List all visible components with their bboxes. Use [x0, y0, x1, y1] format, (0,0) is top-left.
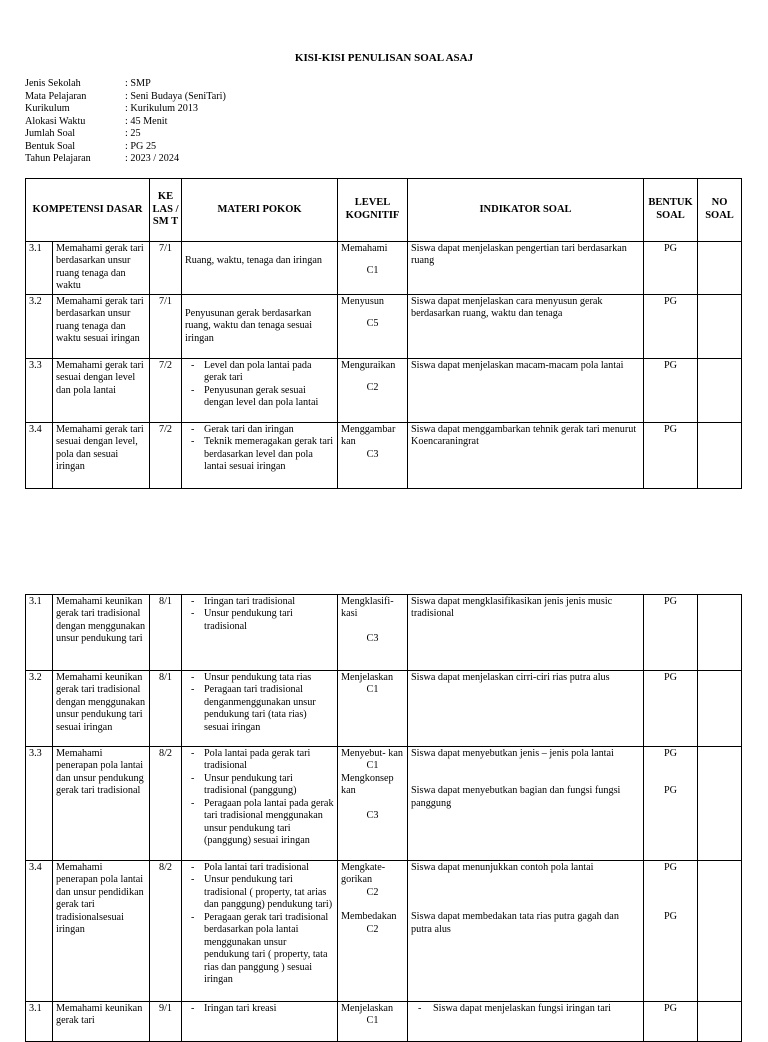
level-word: Membedakan	[341, 911, 397, 923]
level-kognitif	[338, 422, 408, 488]
level-word: Menyebut- kan	[341, 748, 403, 759]
materi-list	[185, 424, 334, 474]
table-row	[26, 1002, 742, 1042]
bentuk-soal: PG	[644, 358, 698, 422]
header-kompetensi-dasar: KOMPETENSI DASAR	[26, 179, 150, 242]
kd-text: Memahami keunikan gerak tari tradisional dengan menggunakan unsur pendukung tari	[53, 595, 150, 671]
document-meta	[25, 78, 226, 166]
level-word: Menjelaskan	[341, 1003, 394, 1014]
meta-label: Tahun Pelajaran	[25, 153, 91, 164]
bentuk-soal	[644, 747, 698, 861]
level-kognitif	[338, 1002, 408, 1042]
kelas-smt: 8/2	[150, 747, 182, 861]
table-row	[26, 747, 742, 861]
kelas-smt: 8/2	[150, 861, 182, 1002]
table-row	[26, 861, 742, 1002]
level-kognitif	[338, 747, 408, 861]
table-header-row	[26, 179, 742, 242]
materi-pokok	[182, 242, 338, 295]
level-code: C1	[366, 265, 379, 277]
meta-value: : 25	[125, 128, 141, 139]
level-word: Mengklasifi- kasi	[341, 596, 394, 620]
materi-item: - Unsur pendukung tari tradisional (panggung)	[185, 773, 334, 798]
indikator-soal: Siswa dapat menjelaskan macam-macam pola lantai	[408, 358, 644, 422]
level-kognitif	[338, 861, 408, 1002]
no-soal	[698, 358, 742, 422]
materi-text: Penyusunan gerak berdasarkan ruang, waktu dan tenaga sesuai iringan	[185, 307, 313, 344]
level-word: Menyusun	[341, 295, 385, 307]
level-kognitif	[338, 294, 408, 358]
header-materi-pokok: MATERI POKOK	[182, 179, 338, 242]
bentuk-soal: PG	[644, 294, 698, 358]
header-indikator-soal: INDIKATOR SOAL	[408, 179, 644, 242]
materi-item: - Gerak tari dan iringan	[185, 424, 334, 436]
materi-item: - Penyusunan gerak sesuai dengan level dan pola lantai	[185, 385, 334, 410]
meta-label: Alokasi Waktu	[25, 115, 86, 127]
kd-number: 3.1	[26, 242, 53, 295]
kd-text: Memahami keunikan gerak tari tradisional dengan menggunakan unsur pendukung tari sesuai iringan	[53, 671, 150, 747]
indikator-soal: Siswa dapat menjelaskan cirri-ciri rias putra alus	[408, 671, 644, 747]
meta-label: Jenis Sekolah	[25, 78, 81, 89]
kd-number: 3.3	[26, 358, 53, 422]
materi-item: - Unsur pendukung tata rias	[185, 672, 334, 684]
kelas-smt: 9/1	[150, 1002, 182, 1042]
meta-label: Jumlah Soal	[25, 128, 76, 139]
meta-label: Bentuk Soal	[25, 140, 76, 152]
table-row	[26, 595, 742, 671]
kelas-smt: 7/2	[150, 422, 182, 488]
bentuk-value: PG	[663, 862, 678, 873]
no-soal	[698, 671, 742, 747]
level-kognitif	[338, 595, 408, 671]
kd-number: 3.4	[26, 422, 53, 488]
indikator-soal: Siswa dapat mengklasifikasikan jenis jenis music tradisional	[408, 595, 644, 671]
level-word: Mengkonsep kan	[341, 772, 394, 797]
indikator-soal: Siswa dapat menjelaskan pengertian tari berdasarkan ruang	[408, 242, 644, 295]
indikator-soal	[408, 861, 644, 1002]
kd-text: Memahami penerapan pola lantai dan unsur pendidikan gerak tari tradisionalsesuai iringan	[53, 861, 150, 1002]
materi-item: - Iringan tari tradisional	[185, 596, 334, 608]
bentuk-soal: PG	[644, 671, 698, 747]
header-no-soal: NO SOAL	[698, 179, 742, 242]
level-kognitif	[338, 242, 408, 295]
meta-value: : PG 25	[125, 140, 157, 152]
level-code: C5	[366, 318, 379, 330]
kisi-kisi-table-1	[25, 178, 742, 489]
no-soal	[698, 1002, 742, 1042]
materi-list	[185, 1003, 334, 1015]
meta-label: Kurikulum	[25, 103, 70, 114]
kd-text: Memahami gerak tari sesuai dengan level, pola dan sesuai iringan	[53, 422, 150, 488]
bentuk-value: PG	[663, 748, 678, 759]
indikator-text: Siswa dapat menyebutkan bagian dan fungsi fungsi panggung	[411, 785, 621, 809]
bentuk-soal	[644, 861, 698, 1002]
materi-list	[185, 360, 334, 410]
bentuk-value: PG	[663, 785, 678, 797]
level-word: Memahami	[341, 243, 388, 254]
level-code: C1	[366, 760, 379, 772]
materi-item: - Teknik memeragakan gerak tari berdasarkan level dan pola lantai sesuai iringan	[185, 436, 334, 473]
kd-number: 3.2	[26, 671, 53, 747]
materi-pokok	[182, 595, 338, 671]
kd-number: 3.1	[26, 1002, 53, 1042]
level-code: C1	[366, 1015, 379, 1027]
indikator-text: Siswa dapat membedakan tata rias putra gagah dan putra alus	[411, 911, 619, 935]
level-word: Menguraikan	[341, 359, 396, 371]
materi-list	[185, 862, 334, 986]
materi-text: Ruang, waktu, tenaga dan iringan	[185, 255, 322, 266]
materi-item: - Unsur pendukung tari tradisional	[185, 608, 334, 633]
kelas-smt: 8/1	[150, 671, 182, 747]
kelas-smt: 7/2	[150, 358, 182, 422]
kelas-smt: 7/1	[150, 294, 182, 358]
level-kognitif	[338, 671, 408, 747]
meta-value: : SMP	[125, 78, 151, 89]
table-row	[26, 294, 742, 358]
level-word: Mengkate- gorikan	[341, 862, 386, 886]
header-level-kognitif: LEVEL KOGNITIF	[338, 179, 408, 242]
no-soal	[698, 422, 742, 488]
materi-item: - Pola lantai tari tradisional	[185, 862, 334, 874]
level-kognitif	[338, 358, 408, 422]
level-word: Menggambar kan	[341, 423, 396, 448]
indikator-text: Siswa dapat menunjukkan contoh pola lantai	[411, 862, 594, 873]
table-row	[26, 671, 742, 747]
level-code: C2	[366, 923, 379, 935]
bentuk-soal: PG	[644, 242, 698, 295]
meta-row-tahun-pelajaran	[25, 153, 226, 166]
bentuk-soal: PG	[644, 422, 698, 488]
no-soal	[698, 747, 742, 861]
kd-text: Memahami gerak tari berdasarkan unsur ruang tenaga dan waktu sesuai iringan	[53, 294, 150, 358]
materi-pokok	[182, 671, 338, 747]
no-soal	[698, 861, 742, 1002]
table-row	[26, 242, 742, 295]
header-bentuk-soal: BENTUK SOAL	[644, 179, 698, 242]
materi-list	[185, 596, 334, 633]
meta-row-kurikulum	[25, 103, 226, 116]
meta-row-mata-pelajaran	[25, 91, 226, 104]
materi-pokok	[182, 422, 338, 488]
meta-row-alokasi-waktu	[25, 116, 226, 129]
kd-number: 3.3	[26, 747, 53, 861]
document-title: KISI-KISI PENULISAN SOAL ASAJ	[294, 52, 474, 64]
kd-number: 3.4	[26, 861, 53, 1002]
kd-text: Memahami gerak tari sesuai dengan level dan pola lantai	[53, 358, 150, 422]
kd-number: 3.1	[26, 595, 53, 671]
table-row	[26, 358, 742, 422]
indikator-text: Siswa dapat menyebutkan jenis – jenis pola lantai	[411, 748, 614, 759]
materi-pokok	[182, 861, 338, 1002]
materi-pokok	[182, 294, 338, 358]
header-kelas-smt: KE LAS / SM T	[150, 179, 182, 242]
materi-list	[185, 748, 334, 848]
materi-item: - Peragaan pola lantai pada gerak tari tradisional menggunakan unsur pendukung tari (panggung) sesuai iringan	[185, 798, 334, 848]
level-code: C2	[366, 886, 379, 898]
materi-item: - Peragaan tari tradisional denganmenggunakan unsur pendukung tari (tata rias) sesuai iringan	[185, 684, 334, 734]
level-code: C2	[366, 382, 379, 394]
no-soal	[698, 242, 742, 295]
meta-label: Mata Pelajaran	[25, 90, 87, 102]
bentuk-soal: PG	[644, 1002, 698, 1042]
no-soal	[698, 294, 742, 358]
table-row	[26, 422, 742, 488]
kd-number: 3.2	[26, 294, 53, 358]
meta-row-jumlah-soal	[25, 128, 226, 141]
level-code: C3	[366, 632, 379, 644]
no-soal	[698, 595, 742, 671]
materi-item: - Iringan tari kreasi	[185, 1003, 334, 1015]
materi-item: - Peragaan gerak tari tradisional berdasarkan pola lantai menggunakan unsur pendukung tari ( property, tata rias dan panggung ) sesuai iringan	[185, 912, 334, 987]
kd-text: Memahami gerak tari berdasarkan unsur ruang tenaga dan waktu	[53, 242, 150, 295]
indikator-text: - Siswa dapat menjelaskan fungsi iringan tari	[411, 1003, 640, 1015]
materi-pokok	[182, 1002, 338, 1042]
meta-value: : Kurikulum 2013	[125, 103, 199, 114]
indikator-soal	[408, 1002, 644, 1042]
materi-item: - Pola lantai pada gerak tari tradisional	[185, 748, 334, 773]
bentuk-value: PG	[663, 911, 678, 923]
meta-value: : Seni Budaya (SeniTari)	[125, 90, 226, 102]
level-word: Menjelaskan	[341, 672, 394, 683]
bentuk-soal: PG	[644, 595, 698, 671]
indikator-soal: Siswa dapat menggambarkan tehnik gerak tari menurut Koencaraningrat	[408, 422, 644, 488]
materi-item: - Unsur pendukung tari tradisional ( property, tat arias dan panggung) pendukung tari)	[185, 874, 334, 911]
materi-pokok	[182, 358, 338, 422]
meta-value: : 2023 / 2024	[125, 153, 180, 164]
materi-pokok	[182, 747, 338, 861]
level-code: C1	[366, 684, 379, 696]
level-code: C3	[366, 448, 379, 460]
indikator-soal	[408, 747, 644, 861]
meta-value: : 45 Menit	[125, 115, 168, 127]
kisi-kisi-table-2	[25, 594, 742, 1042]
kd-text: Memahami penerapan pola lantai dan unsur pendukung gerak tari tradisional	[53, 747, 150, 861]
meta-row-bentuk-soal	[25, 141, 226, 154]
materi-item: - Level dan pola lantai pada gerak tari	[185, 360, 334, 385]
materi-list	[185, 672, 334, 734]
meta-row-jenis-sekolah	[25, 78, 226, 91]
indikator-soal: Siswa dapat menjelaskan cara menyusun gerak berdasarkan ruang, waktu dan tenaga	[408, 294, 644, 358]
kelas-smt: 7/1	[150, 242, 182, 295]
level-code: C3	[366, 809, 379, 821]
kelas-smt: 8/1	[150, 595, 182, 671]
kd-text: Memahami keunikan gerak tari	[53, 1002, 150, 1042]
